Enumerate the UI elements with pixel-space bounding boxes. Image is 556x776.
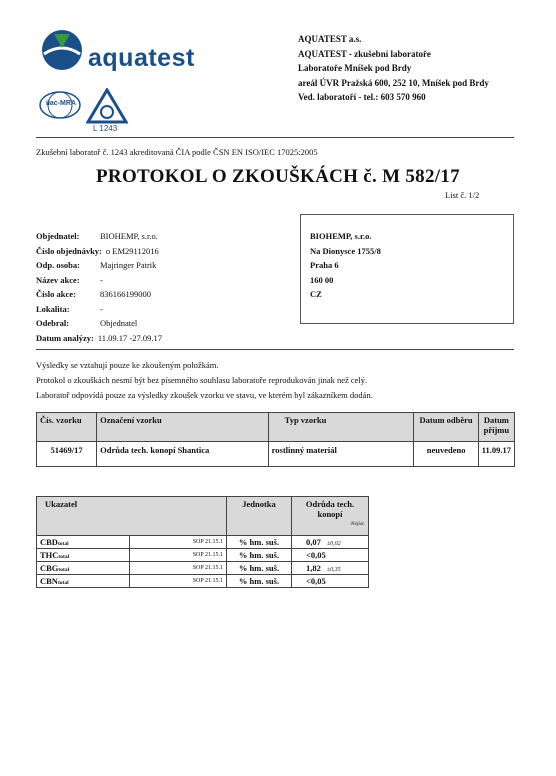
note-line: Laboratoř odpovídá pouze za výsledky zkoušek vzorku ve stavu, ve kterém byl zákazníkem dodán. xyxy=(36,390,373,400)
label: Číslo objednávky: xyxy=(36,245,102,256)
col-header-text: Odrůda tech. konopí xyxy=(305,499,355,519)
table-header-row xyxy=(37,497,369,536)
table-row xyxy=(37,562,369,575)
method: SOP 21.15.1 xyxy=(130,549,227,562)
col-header: Typ vzorku xyxy=(268,413,414,442)
notes xyxy=(36,358,373,403)
label: Lokalita: xyxy=(36,303,70,314)
cell: Odrůda tech. konopí Shantica xyxy=(97,442,269,467)
label: Odp. osoba: xyxy=(36,260,80,270)
parameter-sub: total xyxy=(58,554,70,560)
address-line: Na Dionysce 1755/8 xyxy=(310,245,381,256)
table-row xyxy=(37,536,369,549)
parameter-name: THC xyxy=(40,550,59,560)
note-line: Výsledky se vztahují pouze ke zkoušeným položkám. xyxy=(36,360,219,370)
value: - xyxy=(100,274,103,285)
note-line: Protokol o zkouškách nesmí být bez písemného souhlasu laboratoře reprodukován jinak než celý. xyxy=(36,375,368,385)
customer-address xyxy=(310,229,381,302)
results-table xyxy=(36,496,369,588)
value: Objednatel xyxy=(100,318,138,328)
table-row xyxy=(37,442,515,467)
address-line: Praha 6 xyxy=(310,260,339,270)
value: 11.09.17 -27.09.17 xyxy=(97,332,162,343)
method: SOP 21.15.1 xyxy=(130,536,227,549)
table-row xyxy=(37,575,369,588)
unit: % hm. suš. xyxy=(227,562,292,575)
company-block xyxy=(298,32,489,105)
cell: 11.09.17 xyxy=(478,442,514,467)
sample-table xyxy=(36,412,515,467)
address-line: CZ xyxy=(310,289,322,299)
company-line: Ved. laboratoří - tel.: 603 570 960 xyxy=(298,92,426,102)
parameter-sub: total xyxy=(57,541,69,547)
value: - xyxy=(100,303,103,314)
parameter-sub: total xyxy=(57,580,69,586)
col-header: Ukazatel xyxy=(37,497,227,536)
divider xyxy=(36,137,514,138)
parameter-name: CBN xyxy=(40,576,58,586)
label: Název akce: xyxy=(36,274,80,285)
table-row xyxy=(37,549,369,562)
address-line: 160 00 xyxy=(310,274,334,285)
label: Datum analýzy: xyxy=(36,332,94,343)
company-line: AQUATEST a.s. xyxy=(298,34,362,44)
order-info xyxy=(36,229,162,345)
label: Objednatel: xyxy=(36,231,80,241)
method: SOP 21.15.1 xyxy=(130,575,227,588)
divider xyxy=(36,349,514,350)
parameter-sub: total xyxy=(58,567,70,573)
col-header: Jednotka xyxy=(227,497,292,536)
value: o EM29112016 xyxy=(105,245,159,256)
cell: neuvedeno xyxy=(414,442,478,467)
unit: % hm. suš. xyxy=(227,536,292,549)
value: <0,05 xyxy=(306,576,326,586)
uncertainty: ±0,35 xyxy=(326,567,341,573)
ilac-mra-text: ilac-MRA xyxy=(46,100,76,107)
table-header-row xyxy=(37,413,515,442)
address-line: BIOHEMP, s.r.o. xyxy=(310,231,372,241)
parameter-name: CBG xyxy=(40,563,59,573)
col-header: Datum odběru xyxy=(414,413,478,442)
cia-number: L 1243 xyxy=(93,124,118,133)
col-header: Označení vzorku xyxy=(97,413,269,442)
logo-text: aquatest xyxy=(88,44,195,72)
sheet-number: List č. 1/2 xyxy=(445,190,480,200)
col-header: Čís. vzorku xyxy=(37,413,97,442)
value: 836166199000 xyxy=(100,289,151,299)
company-line: Laboratoře Mníšek pod Brdy xyxy=(298,63,412,73)
value: 0,07 xyxy=(306,537,321,547)
protocol-title: PROTOKOL O ZKOUŠKÁCH č. M 582/17 xyxy=(96,166,460,187)
cell: rostlinný materiál xyxy=(268,442,414,467)
company-line: areál ÚVR Pražská 600, 252 10, Mníšek pod Brdy xyxy=(298,77,489,88)
col-header xyxy=(292,497,369,536)
parameter-name: CBD xyxy=(40,537,58,547)
unit: % hm. suš. xyxy=(227,549,292,562)
value: BIOHEMP, s.r.o. xyxy=(100,231,158,241)
label: Odebral: xyxy=(36,318,70,328)
company-line: AQUATEST - zkušební laboratoře xyxy=(298,48,431,59)
cell: 51469/17 xyxy=(37,442,97,467)
unit: % hm. suš. xyxy=(227,575,292,588)
method: SOP 21.15.1 xyxy=(130,562,227,575)
label: Číslo akce: xyxy=(36,289,76,299)
value: <0,05 xyxy=(306,550,326,560)
uncertainty: ±0,02 xyxy=(326,541,341,547)
col-header: Datum příjmu xyxy=(478,413,514,442)
accreditation-text: Zkušební laboratoř č. 1243 akreditovaná ČIA podle ČSN EN ISO/IEC 17025:2005 xyxy=(36,147,318,157)
value: Majringer Patrik xyxy=(100,260,157,270)
uncertainty-header: Nejist. xyxy=(350,521,365,527)
value: 1,82 xyxy=(306,563,321,573)
